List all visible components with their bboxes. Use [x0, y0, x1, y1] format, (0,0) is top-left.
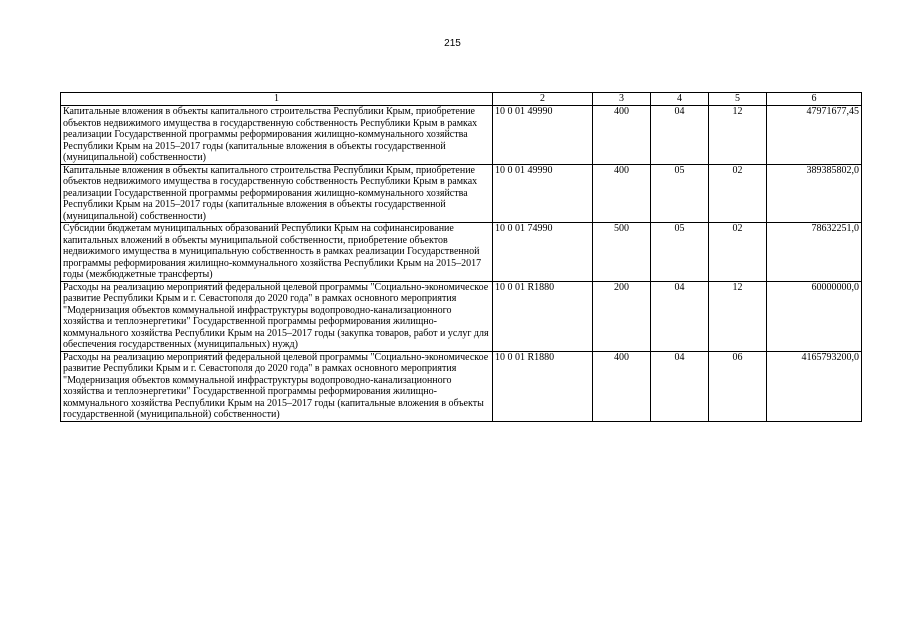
row-expense-type: 500: [593, 223, 651, 282]
row-expense-type: 200: [593, 281, 651, 351]
row-description: Субсидии бюджетам муниципальных образований Республики Крым на софинансирование капитальных вложений в объекты муниципальной собственности, приобретение объектов недвижимого имущества в муниципальную собственность в рамках реализации Государственной программы реформирования жилищно-коммунального хозяйства Республики Крым на 2015–2017 годы (межбюджетные трансферты): [61, 223, 493, 282]
row-subsection: 02: [709, 223, 767, 282]
row-section: 04: [651, 351, 709, 421]
row-target-code: 10 0 01 49990: [493, 164, 593, 223]
header-col-2: 2: [493, 93, 593, 106]
header-col-3: 3: [593, 93, 651, 106]
row-amount: 4165793200,0: [767, 351, 862, 421]
row-target-code: 10 0 01 74990: [493, 223, 593, 282]
row-amount: 389385802,0: [767, 164, 862, 223]
row-description: Расходы на реализацию мероприятий федеральной целевой программы "Социально-экономическое развитие Республики Крым и г. Севастополя до 2020 года" в рамках основного мероприятия "Модернизация объектов коммунальной инфраструктуры водопроводно-канализационного хозяйства и теплоэнергетики" Государственной программы реформирования жилищно-коммунального хозяйства Республики Крым на 2015–2017 годы (капитальные вложения в объекты государственной (муниципальной) собственности): [61, 351, 493, 421]
table-row: [61, 281, 862, 351]
row-subsection: 12: [709, 281, 767, 351]
header-col-5: 5: [709, 93, 767, 106]
header-col-4: 4: [651, 93, 709, 106]
row-target-code: 10 0 01 49990: [493, 106, 593, 165]
table-row: [61, 106, 862, 165]
header-col-6: 6: [767, 93, 862, 106]
row-subsection: 02: [709, 164, 767, 223]
row-expense-type: 400: [593, 164, 651, 223]
header-col-1: 1: [61, 93, 493, 106]
table-row: [61, 164, 862, 223]
row-description: Капитальные вложения в объекты капитального строительства Республики Крым, приобретение объектов недвижимого имущества в государственную собственность Республики Крым в рамках реализации Государственной программы реформирования жилищно-коммунального хозяйства Республики Крым на 2015–2017 годы (капитальные вложения в объекты государственной (муниципальной) собственности): [61, 164, 493, 223]
table-row: [61, 351, 862, 421]
row-amount: 60000000,0: [767, 281, 862, 351]
budget-table: [60, 92, 862, 422]
row-section: 04: [651, 106, 709, 165]
row-section: 05: [651, 223, 709, 282]
table-header: [61, 93, 862, 106]
row-description: Капитальные вложения в объекты капитального строительства Республики Крым, приобретение объектов недвижимого имущества в государственную собственность Республики Крым в рамках реализации Государственной программы реформирования жилищно-коммунального хозяйства Республики Крым на 2015–2017 годы (капитальные вложения в объекты государственной (муниципальной) собственности): [61, 106, 493, 165]
row-subsection: 12: [709, 106, 767, 165]
row-description: Расходы на реализацию мероприятий федеральной целевой программы "Социально-экономическое развитие Республики Крым и г. Севастополя до 2020 года" в рамках основного мероприятия "Модернизация объектов коммунальной инфраструктуры водопроводно-канализационного хозяйства и теплоэнергетики" Государственной программы реформирования жилищно-коммунального хозяйства Республики Крым на 2015–2017 годы (закупка товаров, работ и услуг для обеспечения государственных (муниципальных) нужд): [61, 281, 493, 351]
row-target-code: 10 0 01 R1880: [493, 281, 593, 351]
row-expense-type: 400: [593, 106, 651, 165]
table-row: [61, 223, 862, 282]
row-amount: 78632251,0: [767, 223, 862, 282]
header-row: [61, 93, 862, 106]
table-body: [61, 106, 862, 422]
row-expense-type: 400: [593, 351, 651, 421]
row-target-code: 10 0 01 R1880: [493, 351, 593, 421]
row-subsection: 06: [709, 351, 767, 421]
page-number: 215: [444, 38, 461, 49]
row-section: 04: [651, 281, 709, 351]
row-amount: 47971677,45: [767, 106, 862, 165]
row-section: 05: [651, 164, 709, 223]
